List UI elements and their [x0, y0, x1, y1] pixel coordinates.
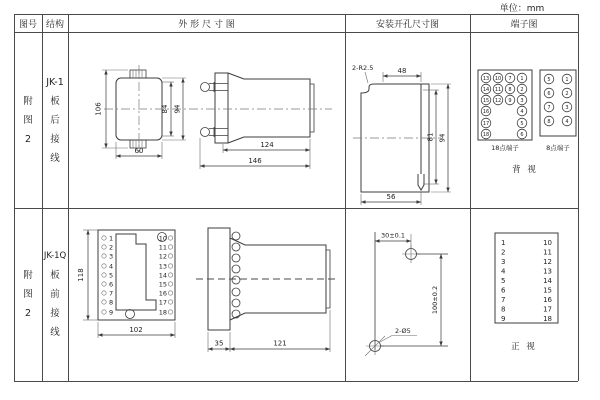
dim-top-width: 48	[397, 67, 407, 75]
fig-label-row2	[23, 270, 33, 319]
caption-8pt: 8点端子	[546, 144, 570, 152]
fig-char: 附	[23, 95, 33, 107]
dim-width: 60	[134, 147, 144, 155]
outline-drawing-jk1	[68, 32, 345, 208]
table-border-right	[578, 14, 579, 381]
terminal-number: 14	[543, 277, 552, 285]
struct-line: JK-1	[46, 76, 64, 88]
terminal-stud	[201, 82, 229, 92]
dim-total-length: 146	[248, 157, 262, 165]
terminal-number: 1	[565, 77, 569, 83]
header-terminal: 端子图	[510, 19, 538, 30]
terminal-number: 18	[543, 315, 552, 323]
terminal-number: 11	[494, 87, 502, 93]
terminal-number: 7	[508, 76, 512, 82]
terminal-number: 5	[520, 121, 524, 127]
terminal-number: 5	[109, 271, 114, 280]
struct-label-row1	[46, 77, 64, 164]
terminal-number: 13	[543, 267, 552, 276]
fig-cell-row1	[14, 32, 42, 208]
dim-panel-width: 102	[129, 326, 143, 334]
terminal-diagram-front	[470, 208, 578, 381]
left-terminal-numbers	[501, 239, 506, 323]
terminal-number: 2	[565, 91, 569, 97]
terminal-number: 18	[158, 308, 167, 317]
caption-18pt: 18点端子	[491, 144, 519, 152]
terminal-number: 12	[494, 98, 502, 104]
terminal-number: 17	[158, 298, 167, 307]
terminal-number: 6	[109, 280, 114, 289]
terminal-number: 6	[520, 132, 524, 138]
terminal-number: 2	[520, 87, 524, 93]
terminal-number: 4	[565, 119, 569, 125]
terminal-number: 15	[482, 98, 490, 104]
terminal-number: 3	[501, 258, 506, 266]
table-border-bottom	[14, 381, 578, 382]
terminal-number: 15	[158, 280, 167, 289]
terminal-number: 15	[543, 286, 552, 295]
struct-line: 接	[50, 133, 60, 145]
struct-line: 后	[50, 114, 60, 126]
bottom-slot	[418, 174, 424, 190]
terminal-number: 4	[109, 262, 114, 271]
fig-char: 附	[23, 270, 33, 281]
terminal-box-18	[478, 70, 532, 140]
struct-cell-row2	[42, 208, 68, 381]
fig-char: 图	[23, 114, 33, 126]
terminal-number: 8	[547, 119, 551, 125]
struct-line: JK-1Q	[43, 251, 67, 261]
terminal-number: 16	[482, 109, 490, 115]
front-view	[77, 230, 175, 338]
side-view	[196, 228, 338, 352]
fig-char: 2	[24, 308, 32, 319]
fig-char: 图	[23, 289, 33, 300]
outline-drawing-jk1q	[68, 208, 345, 381]
terminal-number: 7	[547, 105, 551, 111]
struct-line: 前	[50, 289, 60, 300]
terminal-number: 1	[109, 234, 114, 243]
terminal-number: 7	[501, 296, 506, 304]
terminal-number: 14	[158, 271, 167, 280]
terminal-number: 5	[547, 77, 551, 83]
terminal-number: 12	[543, 258, 552, 266]
inner-cutout	[116, 234, 156, 310]
relay-body-side	[228, 73, 310, 143]
fig-cell-row2	[14, 208, 42, 381]
unit-label: 单位：mm	[499, 4, 545, 14]
struct-line: 线	[50, 152, 60, 164]
struct-label-row2	[44, 251, 66, 338]
terminal-number: 11	[543, 248, 552, 257]
left-terminals	[102, 235, 113, 317]
terminal-number: 10	[543, 239, 552, 247]
terminal-number: 2	[109, 243, 114, 252]
dim-body-length: 124	[260, 141, 274, 149]
right-terminals	[159, 235, 173, 317]
front-view	[95, 65, 187, 159]
terminal-number: 5	[501, 277, 506, 285]
terminal-number: 8	[109, 298, 114, 307]
terminal-number: 17	[482, 121, 490, 127]
struct-line: 板	[50, 95, 60, 107]
header-install: 安装开孔尺寸图	[375, 19, 439, 30]
terminal-number: 17	[543, 305, 552, 314]
dim-outer-height: 94	[438, 133, 447, 143]
terminal-number: 1	[501, 239, 506, 247]
terminal-box-8	[540, 70, 576, 136]
install-drawing-jk1	[345, 32, 470, 208]
terminal-number: 8	[508, 87, 512, 93]
header-outline: 外 形 尺 寸 图	[178, 19, 235, 30]
terminal-number: 7	[109, 289, 114, 298]
terminal-number: 11	[158, 243, 167, 252]
terminal-number: 14	[482, 87, 490, 93]
terminal-number: 9	[508, 98, 512, 104]
struct-line: 板	[50, 270, 60, 281]
fig-char: 2	[24, 133, 32, 145]
terminal-number: 2	[501, 248, 506, 257]
dim-flange-depth: 35	[214, 339, 224, 348]
view-label-front: 正 视	[511, 342, 537, 352]
terminal-stud	[201, 127, 229, 137]
dim-height-total: 106	[94, 102, 103, 116]
terminal-number: 1	[520, 76, 524, 82]
header-fig: 图号	[18, 19, 37, 30]
terminal-number: 4	[501, 267, 506, 276]
struct-line: 接	[50, 308, 60, 319]
terminal-number: 12	[158, 252, 167, 261]
terminal-number: 3	[520, 98, 524, 104]
dim-panel-height: 118	[77, 268, 85, 282]
fig-label-row1	[23, 96, 33, 145]
terminal-number: 16	[158, 289, 167, 298]
install-drawing-jk1q	[345, 208, 470, 381]
header-struct: 结构	[45, 19, 64, 30]
struct-cell-row1	[42, 32, 68, 208]
terminal-number: 10	[158, 234, 167, 243]
dim-height-inner: 84	[161, 104, 169, 114]
dim-hole-spacing-y: 100±0.2	[431, 285, 439, 315]
dim-hole-spacing-x: 30±0.1	[380, 231, 406, 240]
mount-hole	[126, 310, 135, 319]
dim-bottom-width: 56	[386, 193, 396, 201]
dim-body-length: 121	[273, 339, 287, 348]
terminal-number: 6	[501, 286, 506, 295]
right-terminal-numbers	[543, 239, 552, 323]
view-label-rear: 背 视	[512, 165, 538, 175]
struct-line: 线	[50, 327, 60, 338]
dim-inner-height: 81	[426, 132, 435, 142]
dim-corner-radius: 2-R2.5	[352, 64, 374, 72]
terminal-number: 8	[501, 305, 506, 314]
terminal-number: 3	[565, 105, 569, 111]
dim-height-outer: 94	[173, 104, 182, 114]
terminal-number: 10	[494, 76, 502, 82]
terminal-number: 13	[482, 76, 490, 82]
terminal-number: 4	[520, 109, 524, 115]
terminal-number: 9	[109, 308, 114, 317]
terminal-bumps	[232, 232, 240, 318]
terminal-number: 9	[501, 315, 506, 323]
dim-hole-size: 2-Ø5	[395, 327, 411, 335]
terminal-number: 6	[547, 91, 551, 97]
terminal-number: 13	[158, 262, 167, 271]
terminal-number: 16	[543, 296, 552, 304]
terminal-number: 3	[109, 252, 114, 261]
top-connector-tab	[130, 70, 146, 78]
terminal-number: 18	[482, 132, 490, 138]
terminal-diagram-rear	[470, 32, 578, 208]
